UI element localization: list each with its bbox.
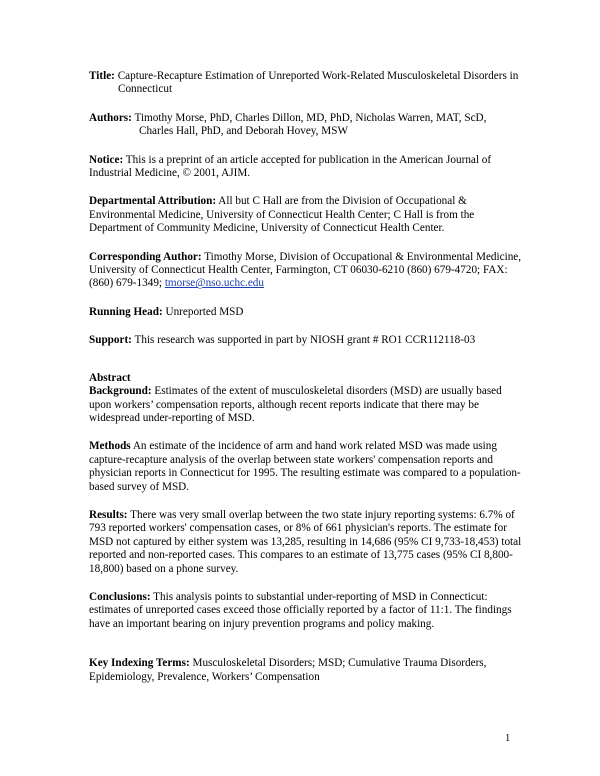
corresponding-author-label: Corresponding Author: [89,250,202,263]
departmental-attribution-block [89,195,523,235]
notice-block [89,154,523,181]
front-matter [89,70,523,699]
title-label: Title: [89,70,115,82]
departmental-attribution-text: All but C Hall are from the Division of Occupational & Environmental Medicine, University of Connecticut Health Center; C Hall is from the Department of Community Medicine, University of Connecticut Health Center. [89,195,475,235]
abstract-methods-block [89,440,523,494]
departmental-attribution-label: Departmental Attribution: [89,195,217,208]
abstract-background-label: Background: [89,385,152,398]
title-block [89,70,523,97]
notice-text: This is a preprint of an article accepted for publication in the American Journal of Industrial Medicine, © 2001, AJIM. [89,153,492,180]
abstract-results-text: There was very small overlap between the two state injury reporting systems: 6.7% of 793 reported workers' compensation cases, or 8% of 661 physician's reports. The estimate for MSD not captured by either system was 13,285, resulting in 14,686 (95% CI 9,733-18,453) total reported and non-reported cases. This compares to an estimate of 13,775 cases (95% CI 8,800-18,800) based on a phone survey. [89,508,522,575]
abstract-methods-label: Methods [89,440,131,453]
support-text: This research was supported in part by NIOSH grant # RO1 CCR112118-03 [134,334,476,347]
abstract-results-block [89,509,523,576]
running-head-label: Running Head: [89,305,163,318]
abstract-conclusions-label: Conclusions: [89,590,151,603]
support-label: Support: [89,334,132,347]
corresponding-author-block [89,251,523,291]
authors-block [89,112,523,139]
abstract-results-label: Results: [89,508,128,521]
abstract-background-block [89,385,523,425]
key-indexing-terms-block [89,657,523,684]
corresponding-author-email-link[interactable]: tmorse@nso.uchc.edu [164,277,264,290]
key-indexing-terms-label: Key Indexing Terms: [89,657,190,670]
abstract-background-text: Estimates of the extent of musculoskeletal disorders (MSD) are usually based upon workers’ compensation reports, although recent reports indicate that there may be widespread under-reporting of MSD. [89,385,502,424]
running-head-text: Unreported MSD [165,305,244,318]
abstract-conclusions-text: This analysis points to substantial under-reporting of MSD in Connecticut: estimates of unreported cases exceed those officially reported by a factor of 11:1. The findings have an important bearing on injury prevention programs and policy making. [89,590,512,630]
authors-text: Timothy Morse, PhD, Charles Dillon, MD, PhD, Nicholas Warren, MAT, ScD, Charles Hall, PhD, and Deborah Hovey, MSW [134,111,487,138]
corresponding-author-text: Timothy Morse, Division of Occupational & Environmental Medicine, University of Connecticut Health Center, Farmington, CT 06030-6210 (860) 679-4720; FAX: (860) 679-1349; [89,250,522,290]
key-indexing-terms-text: Musculoskeletal Disorders; MSD; Cumulative Trauma Disorders, Epidemiology, Prevalence, Workers’ Compensation [89,657,487,683]
authors-label: Authors: [89,111,132,124]
notice-label: Notice: [89,153,124,166]
running-head-block [89,306,523,319]
abstract-conclusions-block [89,591,523,631]
title-text: Capture-Recapture Estimation of Unreported Work-Related Musculoskeletal Disorders in Connecticut [117,70,519,96]
support-block [89,334,523,347]
abstract-methods-text: An estimate of the incidence of arm and hand work related MSD was made using capture-recapture analysis of the overlap between state workers' compensation reports and physician reports in Connecticut for 1995. The resulting estimate was compared to a population-based survey of MSD. [89,440,521,493]
abstract-heading: Abstract [89,371,131,384]
page-number: 1 [505,733,511,744]
